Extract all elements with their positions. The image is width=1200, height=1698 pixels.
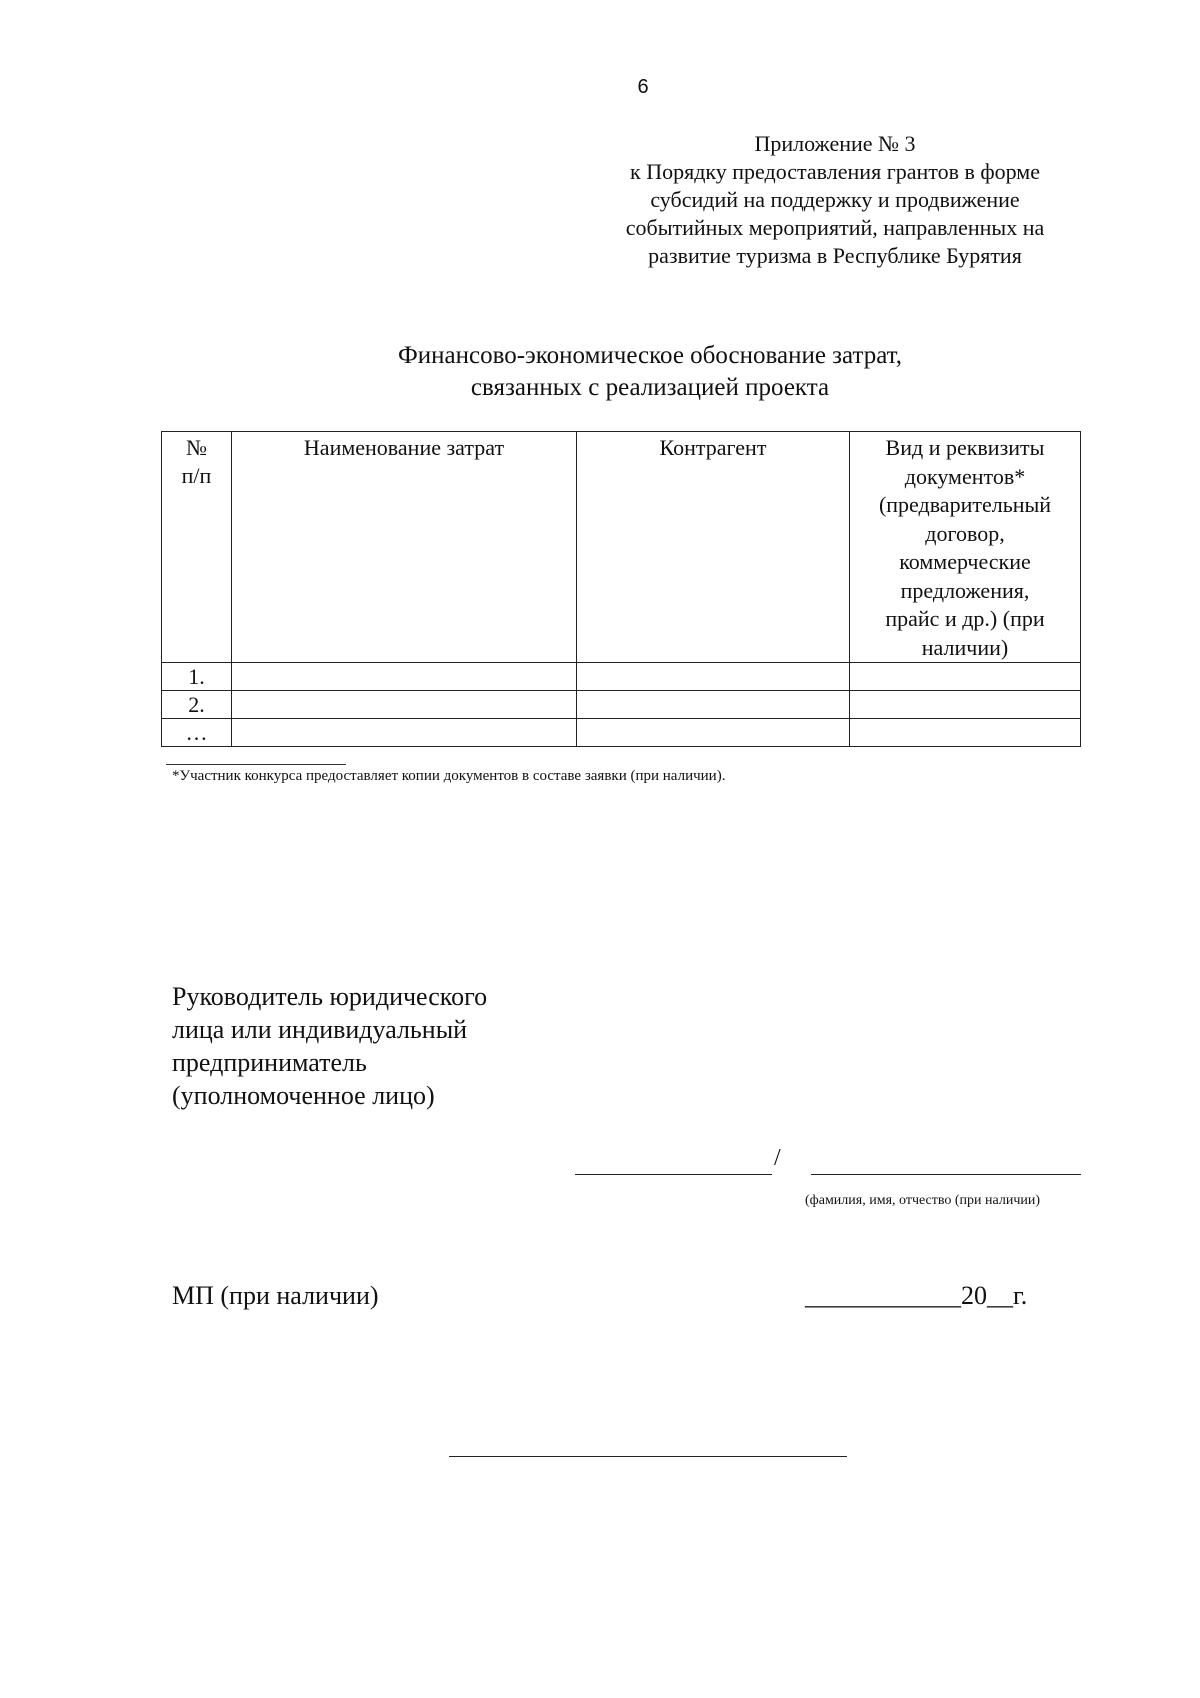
cell-num: 2.: [162, 691, 232, 719]
stamp-label: МП (при наличии): [172, 1281, 379, 1310]
table-row: [162, 663, 1081, 691]
cell-counterparty[interactable]: [577, 691, 850, 719]
title-line: связанных с реализацией проекта: [470, 374, 830, 401]
footnote: *Участник конкурса предоставляет копии документов в составе заявки (при наличии).: [172, 768, 726, 784]
table-header-row: [162, 432, 1081, 663]
cost-table: [161, 431, 1081, 747]
header-num-line: п/п: [181, 463, 212, 488]
signer-line: лица или индивидуальный: [172, 1015, 468, 1044]
cell-num: 1.: [162, 663, 232, 691]
signer-block: [172, 980, 487, 1112]
header-counterparty: Контрагент: [577, 432, 850, 663]
date-field[interactable]: ____________20__г.: [805, 1281, 1028, 1310]
footnote-separator: [166, 764, 346, 765]
signer-line: (уполномоченное лицо): [172, 1081, 435, 1110]
signer-line: предприниматель: [172, 1048, 367, 1077]
header-doc-line: Вид и реквизиты: [885, 435, 1045, 460]
header-documents: [850, 432, 1081, 663]
appendix-header: [580, 130, 1090, 270]
title-line: Финансово-экономическое обоснование затрат,: [398, 342, 902, 369]
header-num-line: №: [186, 435, 207, 460]
cell-counterparty[interactable]: [577, 663, 850, 691]
appendix-line: Приложение № 3: [754, 131, 916, 156]
signature-separator: /: [774, 1145, 781, 1171]
header-doc-line: документов*: [904, 463, 1026, 489]
cell-cost-name[interactable]: [232, 663, 577, 691]
header-doc-line: (предварительный: [878, 492, 1052, 517]
header-doc-line: наличии): [921, 634, 1009, 660]
document-title: [200, 340, 1100, 404]
signer-line: Руководитель юридического: [172, 982, 488, 1011]
cell-counterparty[interactable]: [577, 719, 850, 747]
cell-cost-name[interactable]: [232, 691, 577, 719]
cell-documents[interactable]: [850, 691, 1081, 719]
appendix-line: развитие туризма в Республике Бурятия: [648, 243, 1022, 268]
cell-cost-name[interactable]: [232, 719, 577, 747]
header-doc-line: предложения,: [900, 577, 1030, 603]
table-row: [162, 691, 1081, 719]
end-of-document-rule: [449, 1456, 847, 1457]
full-name-field[interactable]: [811, 1174, 1081, 1175]
header-num: [162, 432, 232, 663]
signature-field[interactable]: [575, 1174, 772, 1175]
appendix-line: событийных мероприятий, направленных на: [625, 215, 1045, 240]
appendix-line: к Порядку предоставления грантов в форме: [630, 159, 1040, 184]
cell-num: …: [162, 719, 232, 747]
header-cost-name: Наименование затрат: [232, 432, 577, 663]
header-doc-line: прайс и др.) (при: [885, 606, 1045, 631]
full-name-hint: (фамилия, имя, отчество (при наличии): [805, 1193, 1041, 1208]
cell-documents[interactable]: [850, 719, 1081, 747]
header-doc-line: договор,: [925, 520, 1005, 546]
header-doc-line: коммерческие: [899, 549, 1031, 574]
appendix-line: субсидий на поддержку и продвижение: [650, 187, 1020, 212]
page-number: 6: [637, 76, 649, 98]
table-row: [162, 719, 1081, 747]
cell-documents[interactable]: [850, 663, 1081, 691]
